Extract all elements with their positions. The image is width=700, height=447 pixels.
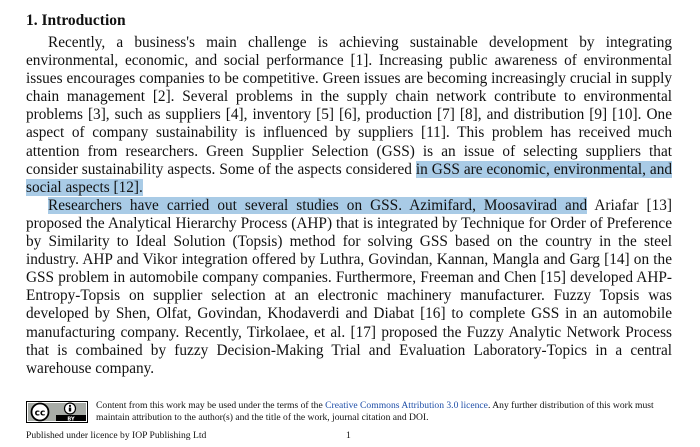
paragraph-2 [26,197,672,378]
paragraph-1-highlight: in GSS are economic, environmental, and social aspects [12]. [26,160,672,196]
publisher-line: Published under licence by IOP Publishing Ltd [26,430,207,441]
license-notice [96,400,686,424]
license-link[interactable]: Creative Commons Attribution 3.0 licence [325,400,488,411]
section-heading: 1. Introduction [26,12,126,29]
creative-commons-badge [26,401,88,423]
page-number: 1 [346,430,351,441]
svg-text:cc: cc [34,408,46,419]
paragraph-1-text: Recently, a business's main challenge is achieving sustainable development by integrating environmental, economic, and social performance [1]. Increasing public awareness of environmental issues encourages companies to be competitive. Green issues are becoming increasingly crucial in supply chain management [2]. Several problems in the supply chain network contribute to environmental problems [3], such as suppliers [4], inventory [5] [6], production [7] [8], and distribution [9] [10]. One aspect of company sustainability is influenced by suppliers [11]. This problem has received much attention from researchers. Green Supplier Selection (GSS) is an issue of selecting suppliers that consider sustainability aspects. Some of the aspects considered [26,34,672,178]
paragraph-2-highlight: Researchers have carried out several studies on GSS. Azimifard, Moosavirad and [48,196,588,214]
paragraph-1 [26,34,672,197]
cc-badge-label: BY [67,416,75,423]
license-text-before: Content from this work may be used under the terms of the [96,400,326,411]
body-text [26,34,672,378]
cc-by-icon [26,401,88,423]
paragraph-2-text: Ariafar [13] proposed the Analytical Hierarchy Process (AHP) that is integrated by Technique for Order of Preference by Similarity to Ideal Solution (Topsis) method for solving GSS based on the country in the steel industry. AHP and Vikor integration offered by Luthra, Govindan, Kannan, Mangla and Garg [14] on the GSS problem in automobile company companies. Furthermore, Freeman and Chen [15] developed AHP-Entropy-Topsis on supplier selection at an electronic machinery manufacturer. Fuzzy Topsis was developed by Shen, Olfat, Govindan, Khodaverdi and Diabat [16] to complete GSS in an automobile manufacturing company. Recently, Tirkolaee, et al. [17] proposed the Fuzzy Analytic Network Process that is combained by fuzzy Decision-Making Trial and Evaluation Laboratory-Topics in a central warehouse company. [26,196,672,377]
license-text-after: . Any further distribution of this work must maintain attribution to the author(s) and the title of the work, journal citation and DOI. [96,400,654,423]
